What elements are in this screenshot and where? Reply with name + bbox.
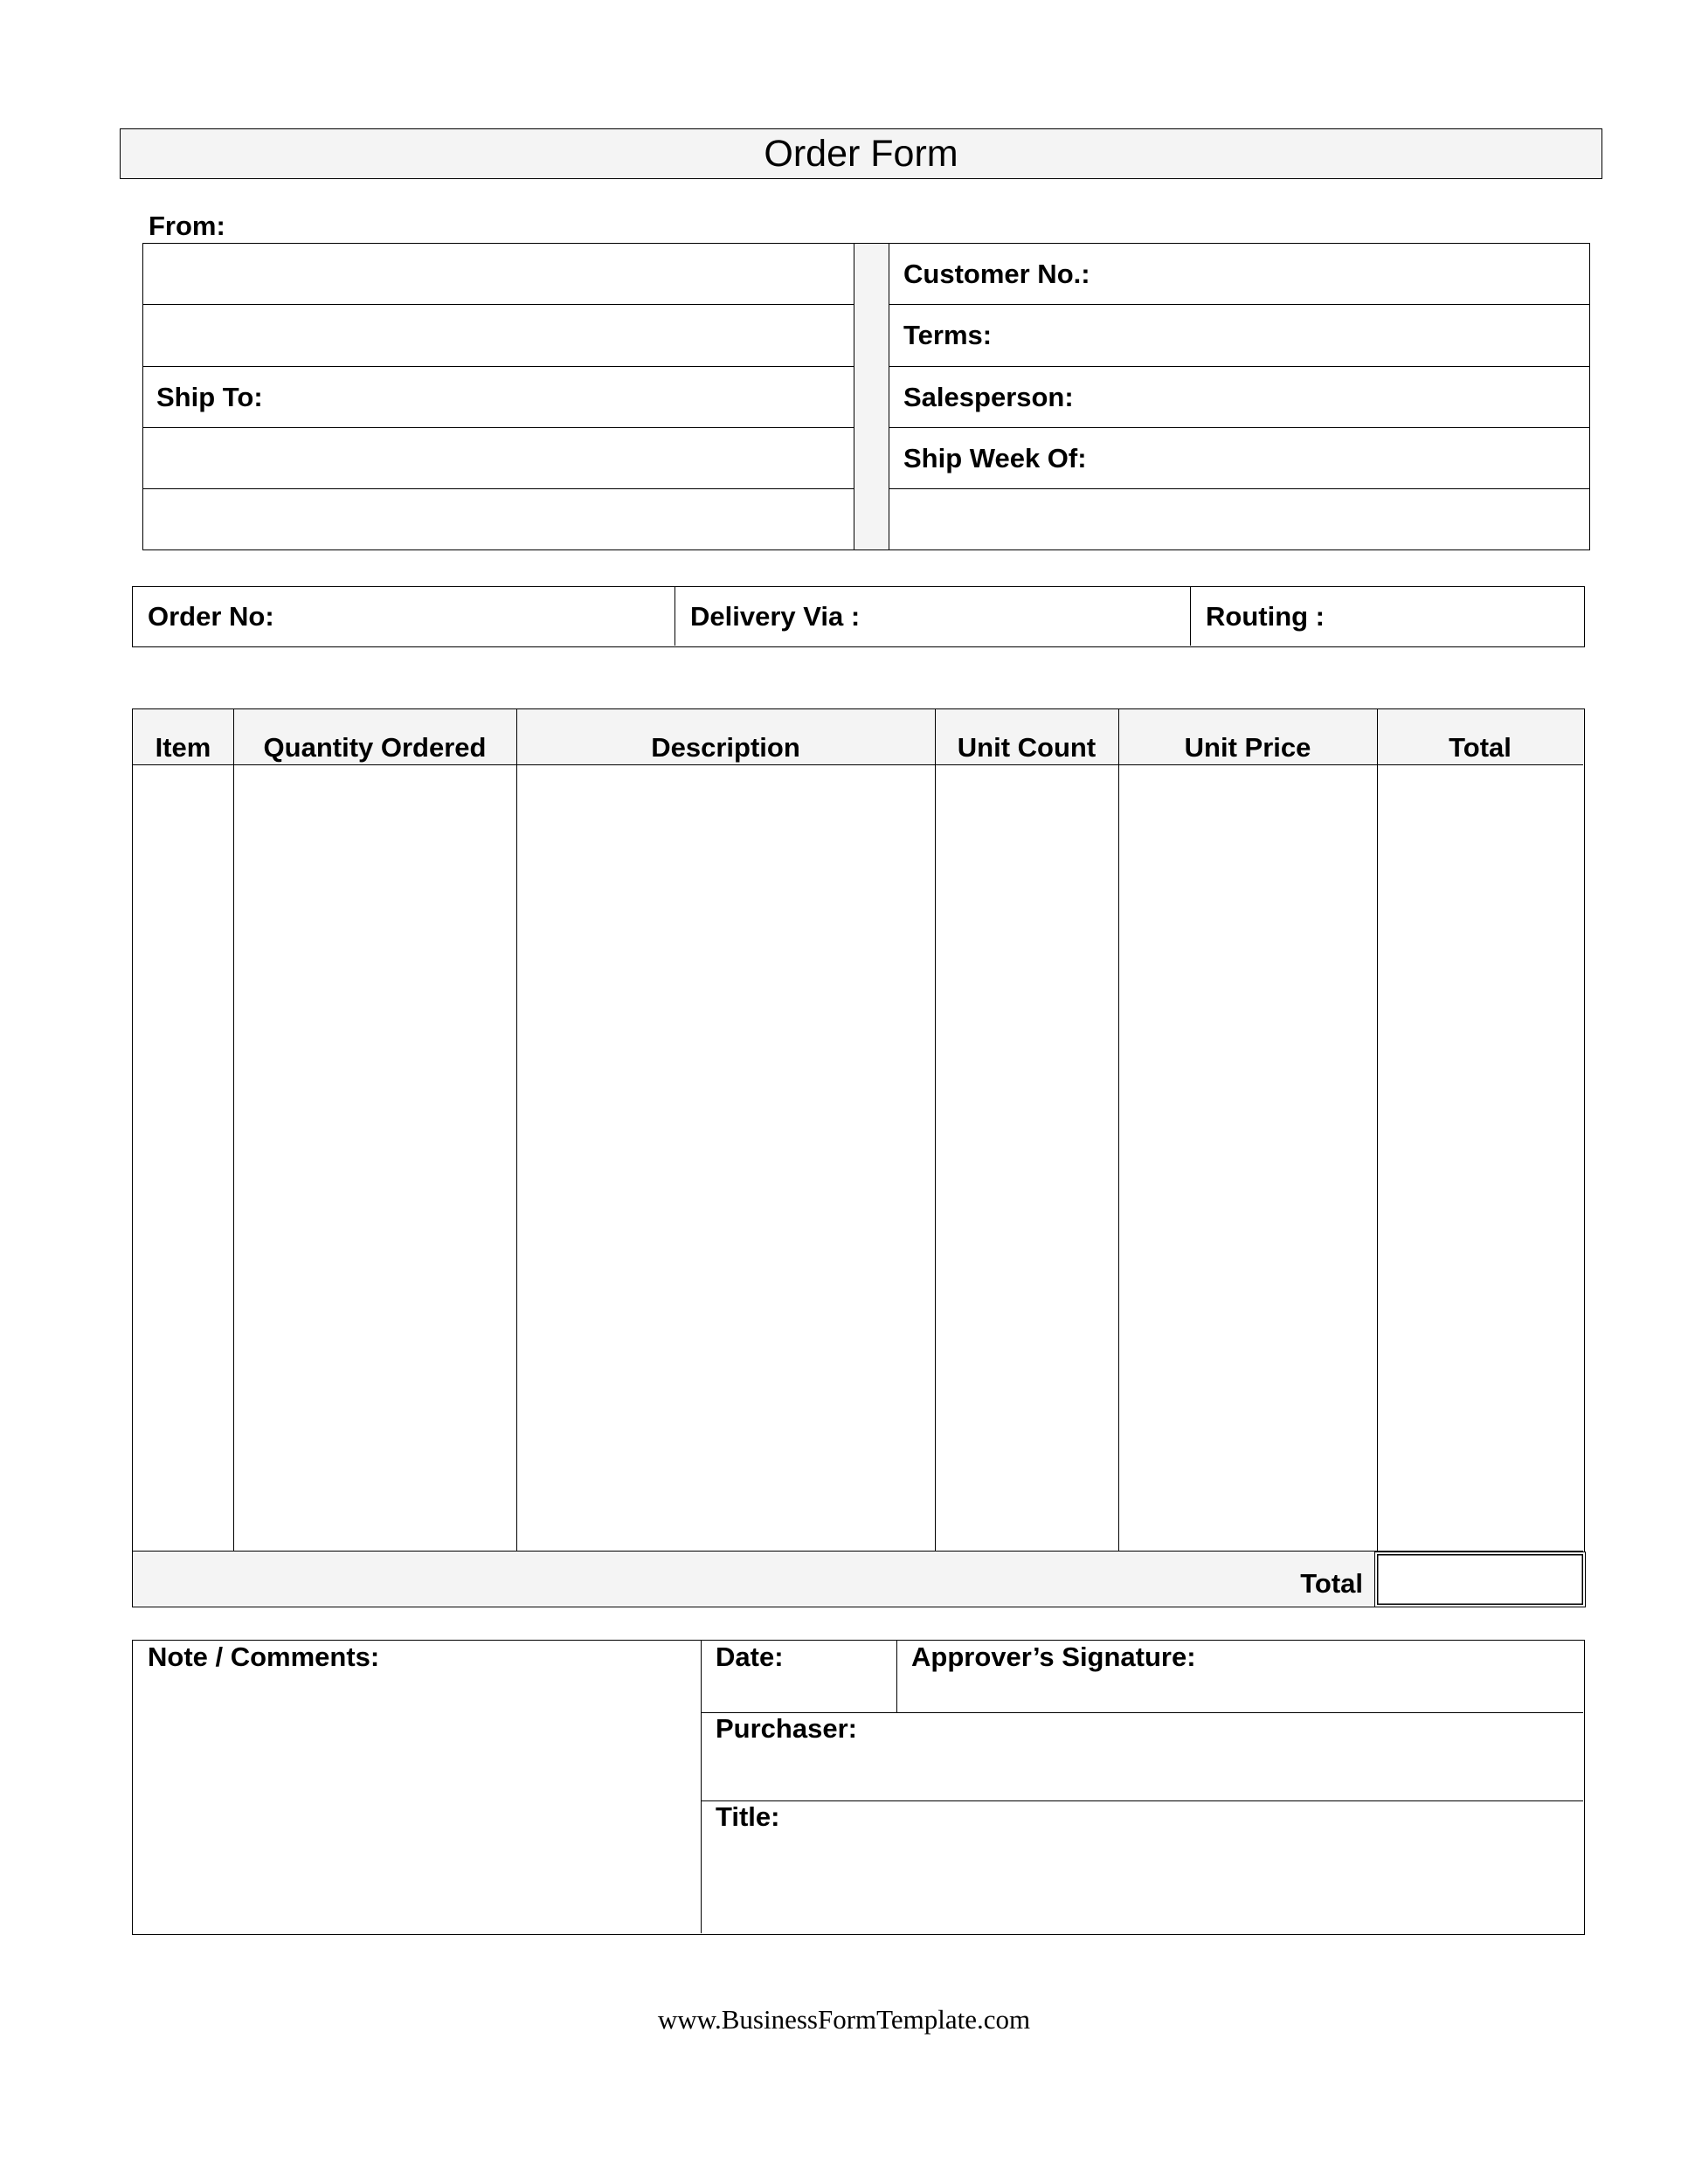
total-row: [133, 1551, 1583, 1606]
purchaser-label: Purchaser:: [716, 1713, 857, 1744]
from-line-1-field[interactable]: [144, 245, 852, 302]
date-label: Date:: [716, 1641, 784, 1672]
signature-label: Approver’s Signature:: [911, 1641, 1196, 1672]
column-header-description: Description: [651, 732, 800, 763]
ship-to-line-1-field[interactable]: [144, 429, 852, 487]
page-title: Order Form: [764, 132, 958, 175]
customer-no-label: Customer No.:: [903, 259, 1090, 289]
salesperson-label: Salesperson:: [903, 382, 1074, 412]
description-column-cells[interactable]: [518, 766, 934, 1549]
routing-label: Routing :: [1206, 601, 1325, 632]
signature-field[interactable]: [898, 1676, 1583, 1711]
grand-total-field[interactable]: [1374, 1552, 1586, 1607]
item-column-cells[interactable]: [133, 766, 232, 1549]
header-grid: [0, 0, 1688, 612]
total-column-cells[interactable]: [1379, 766, 1583, 1549]
from-line-2-field[interactable]: [144, 306, 852, 364]
unit-count-column-cells[interactable]: [937, 766, 1117, 1549]
footer-url: www.BusinessFormTemplate.com: [657, 2004, 1031, 2035]
delivery-via-label: Delivery Via :: [690, 601, 861, 632]
ship-to-label: Ship To:: [156, 382, 263, 412]
order-no-label: Order No:: [148, 601, 274, 632]
from-label: From:: [149, 211, 225, 241]
unit-price-column-cells[interactable]: [1120, 766, 1376, 1549]
items-table: [132, 708, 1585, 1607]
order-info-row: [132, 586, 1585, 647]
column-header-item: Item: [155, 732, 211, 763]
quantity-column-cells[interactable]: [235, 766, 515, 1549]
notes-field[interactable]: [133, 1676, 699, 1932]
date-field[interactable]: [702, 1676, 895, 1711]
approval-section: [132, 1640, 1585, 1935]
column-header-quantity-ordered: Quantity Ordered: [263, 732, 487, 763]
ship-to-line-2-field[interactable]: [144, 490, 852, 549]
title-label: Title:: [716, 1801, 780, 1832]
notes-label: Note / Comments:: [148, 1641, 380, 1672]
column-header-unit-price: Unit Price: [1184, 732, 1311, 763]
column-header-total: Total: [1449, 732, 1512, 763]
terms-label: Terms:: [903, 320, 993, 350]
column-header-unit-count: Unit Count: [957, 732, 1097, 763]
ship-week-label: Ship Week Of:: [903, 443, 1087, 473]
purchaser-field[interactable]: [702, 1747, 1583, 1799]
total-label: Total: [1300, 1568, 1363, 1599]
header-extra-field[interactable]: [890, 490, 1588, 549]
title-field[interactable]: [702, 1835, 1583, 1932]
